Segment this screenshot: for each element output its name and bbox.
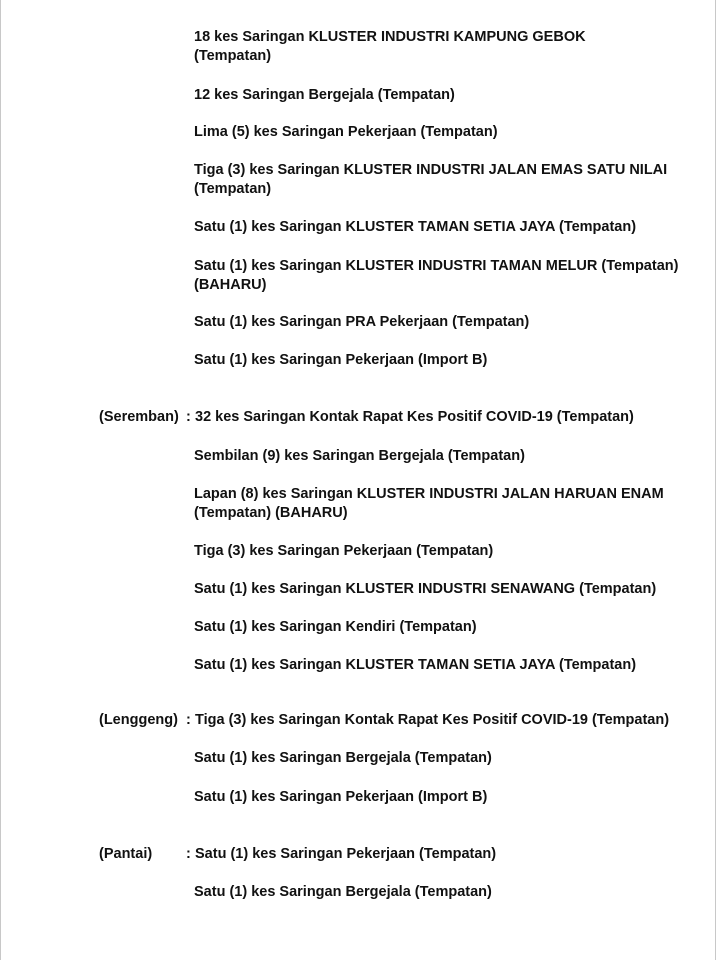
district-colon: : [186, 712, 191, 728]
entry-line: Sembilan (9) kes Saringan Bergejala (Tempatan) [194, 448, 525, 464]
district-label-seremban: (Seremban) [99, 409, 179, 425]
entry-line: Satu (1) kes Saringan Bergejala (Tempatan) [194, 750, 492, 766]
entry-line: Satu (1) kes Saringan KLUSTER TAMAN SETIA JAYA (Tempatan) [194, 219, 637, 235]
entry-line: Satu (1) kes Saringan KLUSTER TAMAN SETIA JAYA (Tempatan) [194, 657, 637, 673]
entry-line: 32 kes Saringan Kontak Rapat Kes Positif COVID-19 (Tempatan) [195, 409, 634, 425]
entry-line: Tiga (3) kes Saringan Kontak Rapat Kes Positif COVID-19 (Tempatan) [195, 712, 670, 728]
entry-line: Satu (1) kes Saringan Bergejala (Tempatan) [194, 884, 492, 900]
entry-line: Satu (1) kes Saringan KLUSTER INDUSTRI TAMAN MELUR (Tempatan) [194, 258, 679, 274]
entry-line: Satu (1) kes Saringan Pekerjaan (Import B) [194, 352, 488, 368]
district-colon: : [186, 846, 191, 862]
entry-line: (BAHARU) [194, 277, 267, 293]
entry-line: (Tempatan) (BAHARU) [194, 505, 348, 521]
district-label-lenggeng: (Lenggeng) [99, 712, 178, 728]
district-label-pantai: (Pantai) [99, 846, 153, 862]
entry-line: Satu (1) kes Saringan PRA Pekerjaan (Tempatan) [194, 314, 530, 330]
district-colon: : [186, 409, 191, 425]
entry-line: (Tempatan) [194, 181, 272, 197]
entry-line: Satu (1) kes Saringan Pekerjaan (Import B) [194, 789, 488, 805]
entry-line: 18 kes Saringan KLUSTER INDUSTRI KAMPUNG GEBOK [194, 29, 586, 45]
entry-line: Satu (1) kes Saringan Kendiri (Tempatan) [194, 619, 477, 635]
entry-line: Lima (5) kes Saringan Pekerjaan (Tempatan) [194, 124, 498, 140]
entry-line: 12 kes Saringan Bergejala (Tempatan) [194, 87, 455, 103]
entry-line: Tiga (3) kes Saringan Pekerjaan (Tempatan) [194, 543, 494, 559]
entry-line: Satu (1) kes Saringan Pekerjaan (Tempatan) [195, 846, 497, 862]
entry-line: Tiga (3) kes Saringan KLUSTER INDUSTRI JALAN EMAS SATU NILAI [194, 162, 668, 178]
entry-line: Lapan (8) kes Saringan KLUSTER INDUSTRI JALAN HARUAN ENAM [194, 486, 664, 502]
entry-line: (Tempatan) [194, 48, 272, 64]
entry-line: Satu (1) kes Saringan KLUSTER INDUSTRI SENAWANG (Tempatan) [194, 581, 657, 597]
